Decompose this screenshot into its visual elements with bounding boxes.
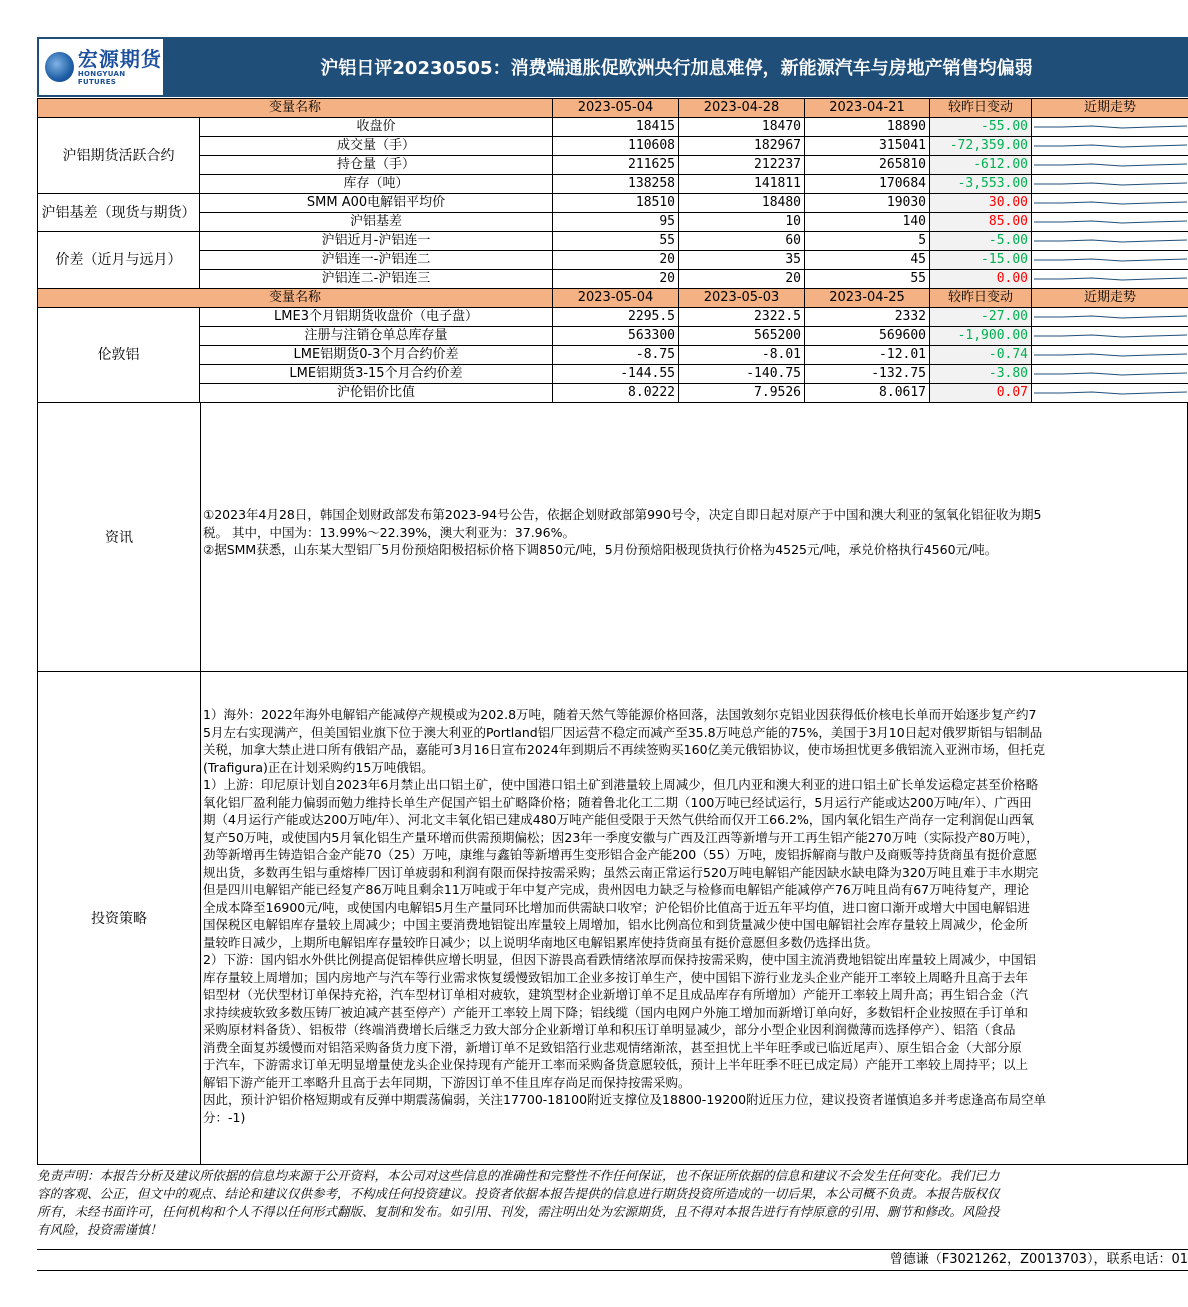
strategy-line: 但是四川电解铝产能已经复产86万吨且剩余11万吨或于年中复产完成，贵州因电力缺乏与检修而电解铝产能减停产76万吨且尚有67万吨待复产，理论: [203, 882, 1030, 897]
change-value: -0.74: [930, 346, 1032, 365]
news-line: ①2023年4月28日，韩国企划财政部发布第2023-94号公告，依据企划财政部第990号令，决定自即日起对原产于中国和澳大利亚的氢氧化铝征收为期5: [203, 507, 1042, 522]
trend-sparkline: [1032, 118, 1188, 137]
change-value: -5.00: [930, 232, 1032, 251]
value-date-1: -144.55: [553, 365, 679, 384]
value-date-3: -132.75: [805, 365, 930, 384]
value-date-2: 565200: [679, 327, 805, 346]
strategy-line: 复产50万吨，或使国内5月氧化铝生产量环增而供需预期偏松；因23年一季度安徽与广西及江西等新增与开工再生铝产能270万吨（实际投产80万吨），: [203, 829, 1039, 845]
table-row: [38, 327, 1188, 346]
analyst-contact: 曾德谦（F3021262，Z0013703），联系电话：01: [37, 1249, 1188, 1271]
change-value: -15.00: [930, 251, 1032, 270]
row-name: 成交量（手）: [200, 137, 553, 156]
trend-sparkline: [1032, 156, 1188, 175]
value-date-3: 19030: [805, 194, 930, 213]
trend-sparkline: [1032, 232, 1188, 251]
strategy-line: 1）海外：2022年海外电解铝产能减停产规模或为202.8万吨，随着天然气等能源价格回落，法国敦刻尔克铝业因获得低价核电长单而开始逐步复产约7: [203, 707, 1037, 722]
value-date-1: 2295.5: [553, 308, 679, 327]
logo-chinese-name: 宏源期货: [77, 47, 162, 71]
strategy-line: 求持续疲软致多数压铸厂被迫减产甚至停产）产能开工率较上周下降；铝线缆（国内电网户外施工增加而新增订单向好，多数铝杆企业按照在手订单和: [203, 1004, 1029, 1020]
value-date-2: 18480: [679, 194, 805, 213]
change-value: -55.00: [930, 118, 1032, 137]
value-date-3: 55: [805, 270, 930, 289]
change-value: 0.00: [930, 270, 1032, 289]
value-date-3: 170684: [805, 175, 930, 194]
lme-aluminum-table: [37, 288, 1188, 403]
strategy-line: 全成本降至16900元/吨，或使国内电解铝5月生产量同环比增加而供需缺口收窄；沪伦铝价比值高于近五年平均值，进口窗口渐开或增大中国电解铝进: [203, 899, 1030, 915]
strategy-line: 关税，加拿大禁止进口所有俄铝产品，嘉能可3月16日宣布2024年到期后不再续签购买160亿美元俄铝协议，使市场担忧更多俄铝流入亚洲市场，但托克: [203, 742, 1046, 757]
header-row: [38, 99, 1188, 118]
value-date-2: 212237: [679, 156, 805, 175]
trend-sparkline: [1032, 194, 1188, 213]
change-header: 较昨日变动: [930, 99, 1032, 118]
strategy-section: [37, 671, 1188, 1165]
strategy-line: 5月左右实现满产，但美国铝业旗下位于澳大利亚的Portland铝厂因运营不稳定而减产至35.8万吨总产能的75%，美国于3月10日起对俄罗斯铝与铝制品: [203, 724, 1043, 740]
value-date-3: 18890: [805, 118, 930, 137]
disclaimer-line: 免责声明：本报告分析及建议所依据的信息均来源于公开资料，本公司对这些信息的准确性和完整性不作任何保证，也不保证所依据的信息和建议不会发生任何变化。我们已力: [37, 1168, 1000, 1183]
table-row: [38, 232, 1188, 251]
value-date-2: 7.9526: [679, 384, 805, 403]
row-name: LME铝期货3-15个月合约价差: [200, 365, 553, 384]
variable-name-header: 变量名称: [38, 99, 553, 118]
strategy-label: 投资策略: [38, 672, 201, 1164]
value-date-1: 18510: [553, 194, 679, 213]
trend-sparkline: [1032, 251, 1188, 270]
change-value: -612.00: [930, 156, 1032, 175]
change-value: 30.00: [930, 194, 1032, 213]
change-header: 较昨日变动: [930, 289, 1032, 308]
strategy-line: 分：-1): [203, 1109, 246, 1125]
strategy-line: 量较昨日减少，上期所电解铝库存量较昨日减少；以上说明华南地区电解铝累库使持货商虽有挺价意愿但多数仍选择出货。: [203, 934, 879, 950]
disclaimer: [37, 1167, 1188, 1239]
row-name: 沪铝近月-沪铝连一: [200, 232, 553, 251]
date-1-header: 2023-05-04: [553, 289, 679, 308]
news-line: 税。 其中，中国为：13.99%～22.39%，澳大利亚为：37.96%。: [203, 524, 575, 540]
strategy-line: 于汽车，下游需求订单无明显增量使龙头企业保持现有产能开工率而采购备货意愿较低，预计上半年旺季不旺已成定局）产能开工率较上周持平；以上: [203, 1057, 1029, 1072]
trend-sparkline: [1032, 384, 1188, 403]
value-date-2: 10: [679, 213, 805, 232]
strategy-line: 消费全面复苏缓慢而对铝箔采购备货力度下滑，新增订单不足致铝箔行业悲观情绪渐浓，甚至担忧上半年旺季或已临近尾声）、原生铝合金（大部分原: [203, 1039, 1022, 1055]
value-date-1: 8.0222: [553, 384, 679, 403]
trend-sparkline: [1032, 213, 1188, 232]
change-value: -3,553.00: [930, 175, 1032, 194]
value-date-3: 265810: [805, 156, 930, 175]
strategy-line: 期（4月运行产能或达200万吨/年）、河北文丰氧化铝已建成480万吨产能但受限于天然气供给而仅开工66.2%，国内氧化铝生产尚存一定利润促山西氧: [203, 812, 1034, 827]
group-label: 沪铝基差（现货与期货）: [38, 194, 200, 232]
value-date-1: 20: [553, 270, 679, 289]
strategy-text: [201, 672, 1187, 1164]
company-logo: [39, 39, 163, 95]
strategy-line: 规出货，多数再生铝与重熔棒厂因订单疲弱和利润有限而保持按需采购；虽然云南正常运行520万吨电解铝产能因缺水缺电降为320万吨且难于丰水期完: [203, 864, 1039, 880]
strategy-line: 1）上游：印尼原计划自2023年6月禁止出口铝土矿，使中国港口铝土矿到港量较上周减少，但几内亚和澳大利亚的进口铝土矿长单发运稳定甚至价格略: [203, 777, 1039, 792]
table-row: [38, 118, 1188, 137]
news-line: ②据SMM获悉，山东某大型铝厂5月份预焙阳极招标价格下调850元/吨，5月份预焙阳极现货执行价格为4525元/吨，承兑价格执行4560元/吨。: [203, 542, 998, 557]
trend-header: 近期走势: [1032, 99, 1188, 118]
group-label: 伦敦铝: [38, 308, 200, 403]
news-text: [201, 403, 1187, 671]
change-value: -3.80: [930, 365, 1032, 384]
trend-sparkline: [1032, 270, 1188, 289]
strategy-line: 采购原材料备货）、铝板带（终端消费增长后继乏力致大部分企业新增订单和积压订单明显减少，部分小型企业因利润微薄而选择停产）、铝箔（食品: [203, 1022, 1016, 1037]
disclaimer-line: 容的客观、公正，但文中的观点、结论和建议仅供参考，不构成任何投资建议。投资者依据本报告提供的信息进行期货投资所造成的一切后果，本公司概不负责。本报告版权仅: [37, 1186, 1000, 1201]
value-date-3: 2332: [805, 308, 930, 327]
shfe-aluminum-table: [37, 98, 1188, 289]
value-date-3: 140: [805, 213, 930, 232]
trend-sparkline: [1032, 175, 1188, 194]
strategy-line: 解铝下游产能开工率略升且高于去年同期，下游因订单不佳且库存尚足而保持按需采购。: [203, 1074, 691, 1090]
value-date-2: 60: [679, 232, 805, 251]
disclaimer-line: 有风险，投资需谨慎！: [37, 1222, 163, 1237]
change-value: 0.07: [930, 384, 1032, 403]
row-name: 注册与注销仓单总库存量: [200, 327, 553, 346]
news-label: 资讯: [38, 403, 201, 671]
value-date-1: 110608: [553, 137, 679, 156]
table-row: [38, 365, 1188, 384]
logo-mark-icon: [45, 52, 74, 82]
value-date-1: 211625: [553, 156, 679, 175]
value-date-3: 5: [805, 232, 930, 251]
report-sheet: [37, 37, 1188, 1267]
strategy-line: 氧化铝厂盈利能力偏弱而勉力维持长单生产促国产铝土矿略降价格；随着鲁北化工二期（100万吨已经试运行，5月运行产能或达200万吨/年）、广西田: [203, 794, 1032, 810]
strategy-line: 2）下游：国内铝水外供比例提高促铝棒供应增长明显，但因下游畏高看跌情绪浓厚而保持按需采购，使中国主流消费地铝锭出库量较上周减少，中国铝: [203, 952, 1036, 967]
header-row: [38, 289, 1188, 308]
change-value: -72,359.00: [930, 137, 1032, 156]
value-date-2: 20: [679, 270, 805, 289]
row-name: 持仓量（手）: [200, 156, 553, 175]
value-date-1: -8.75: [553, 346, 679, 365]
date-3-header: 2023-04-25: [805, 289, 930, 308]
trend-sparkline: [1032, 365, 1188, 384]
trend-header: 近期走势: [1032, 289, 1188, 308]
strategy-line: 铝型材（光伏型材订单保持充裕，汽车型材订单相对疲软，建筑型材企业新增订单不足且成品库存有所增加）产能开工率较上周升高；再生铝合金（汽: [203, 987, 1029, 1002]
row-name: 沪伦铝价比值: [200, 384, 553, 403]
report-title: 沪铝日评20230505：消费端通胀促欧洲央行加息难停，新能源汽车与房地产销售均偏弱: [320, 58, 1033, 79]
strategy-line: 因此，预计沪铝价格短期或有反弹中期震荡偏弱，关注17700-18100附近支撑位及18800-19200附近压力位，建议投资者谨慎追多并考虑逢高布局空单: [203, 1092, 1047, 1107]
table-row: [38, 251, 1188, 270]
strategy-line: (Trafigura)正在计划采购约15万吨俄铝。: [203, 759, 434, 775]
strategy-line: 国保税区电解铝库存量较上周减少；中国主要消费地铝锭出库量较上周增加，铝水比例高位和到货量减少使中国电解铝社会库存量较上周减少，伦金所: [203, 917, 1029, 932]
value-date-2: 182967: [679, 137, 805, 156]
value-date-3: 45: [805, 251, 930, 270]
report-header: [37, 37, 1188, 97]
trend-sparkline: [1032, 137, 1188, 156]
table-row: [38, 213, 1188, 232]
table-row: [38, 194, 1188, 213]
table-row: [38, 308, 1188, 327]
trend-sparkline: [1032, 308, 1188, 327]
strategy-line: 库存量较上周增加；国内房地产与汽车等行业需求恢复缓慢致铝加工企业多按订单生产，使中国铝下游行业龙头企业产能开工率较上周略升且高于去年: [203, 969, 1029, 985]
value-date-3: 315041: [805, 137, 930, 156]
value-date-2: 141811: [679, 175, 805, 194]
value-date-1: 20: [553, 251, 679, 270]
group-label: 沪铝期货活跃合约: [38, 118, 200, 194]
value-date-3: -12.01: [805, 346, 930, 365]
value-date-1: 95: [553, 213, 679, 232]
date-2-header: 2023-05-03: [679, 289, 805, 308]
value-date-2: -8.01: [679, 346, 805, 365]
logo-english-name: HONGYUAN FUTURES: [77, 70, 126, 86]
table-row: [38, 156, 1188, 175]
value-date-1: 563300: [553, 327, 679, 346]
news-section: [37, 402, 1188, 672]
value-date-2: 18470: [679, 118, 805, 137]
value-date-1: 138258: [553, 175, 679, 194]
value-date-1: 55: [553, 232, 679, 251]
date-1-header: 2023-05-04: [553, 99, 679, 118]
change-value: -1,900.00: [930, 327, 1032, 346]
value-date-2: -140.75: [679, 365, 805, 384]
row-name: 沪铝基差: [200, 213, 553, 232]
change-value: 85.00: [930, 213, 1032, 232]
value-date-3: 569600: [805, 327, 930, 346]
row-name: SMM A00电解铝平均价: [200, 194, 553, 213]
value-date-2: 2322.5: [679, 308, 805, 327]
table-row: [38, 270, 1188, 289]
value-date-3: 8.0617: [805, 384, 930, 403]
row-name: LME铝期货0-3个月合约价差: [200, 346, 553, 365]
change-value: -27.00: [930, 308, 1032, 327]
table-row: [38, 384, 1188, 403]
table-row: [38, 175, 1188, 194]
date-2-header: 2023-04-28: [679, 99, 805, 118]
trend-sparkline: [1032, 346, 1188, 365]
value-date-1: 18415: [553, 118, 679, 137]
table-row: [38, 346, 1188, 365]
row-name: LME3个月铝期货收盘价（电子盘）: [200, 308, 553, 327]
variable-name-header: 变量名称: [38, 289, 553, 308]
row-name: 沪铝连一-沪铝连二: [200, 251, 553, 270]
strategy-line: 劲等新增再生铸造铝合金产能70（25）万吨，康维与鑫铂等新增再生变形铝合金产能200（55）万吨，废铝拆解商与散户及商贩等持货商虽有挺价意愿: [203, 847, 1038, 862]
date-3-header: 2023-04-21: [805, 99, 930, 118]
trend-sparkline: [1032, 327, 1188, 346]
row-name: 库存（吨）: [200, 175, 553, 194]
row-name: 沪铝连二-沪铝连三: [200, 270, 553, 289]
row-name: 收盘价: [200, 118, 553, 137]
table-row: [38, 137, 1188, 156]
value-date-2: 35: [679, 251, 805, 270]
disclaimer-line: 所有，未经书面许可，任何机构和个人不得以任何形式翻版、复制和发布。如引用、刊发，需注明出处为宏源期货，且不得对本报告进行有悖原意的引用、删节和修改。风险投: [37, 1204, 1000, 1219]
group-label: 价差（近月与远月）: [38, 232, 200, 289]
